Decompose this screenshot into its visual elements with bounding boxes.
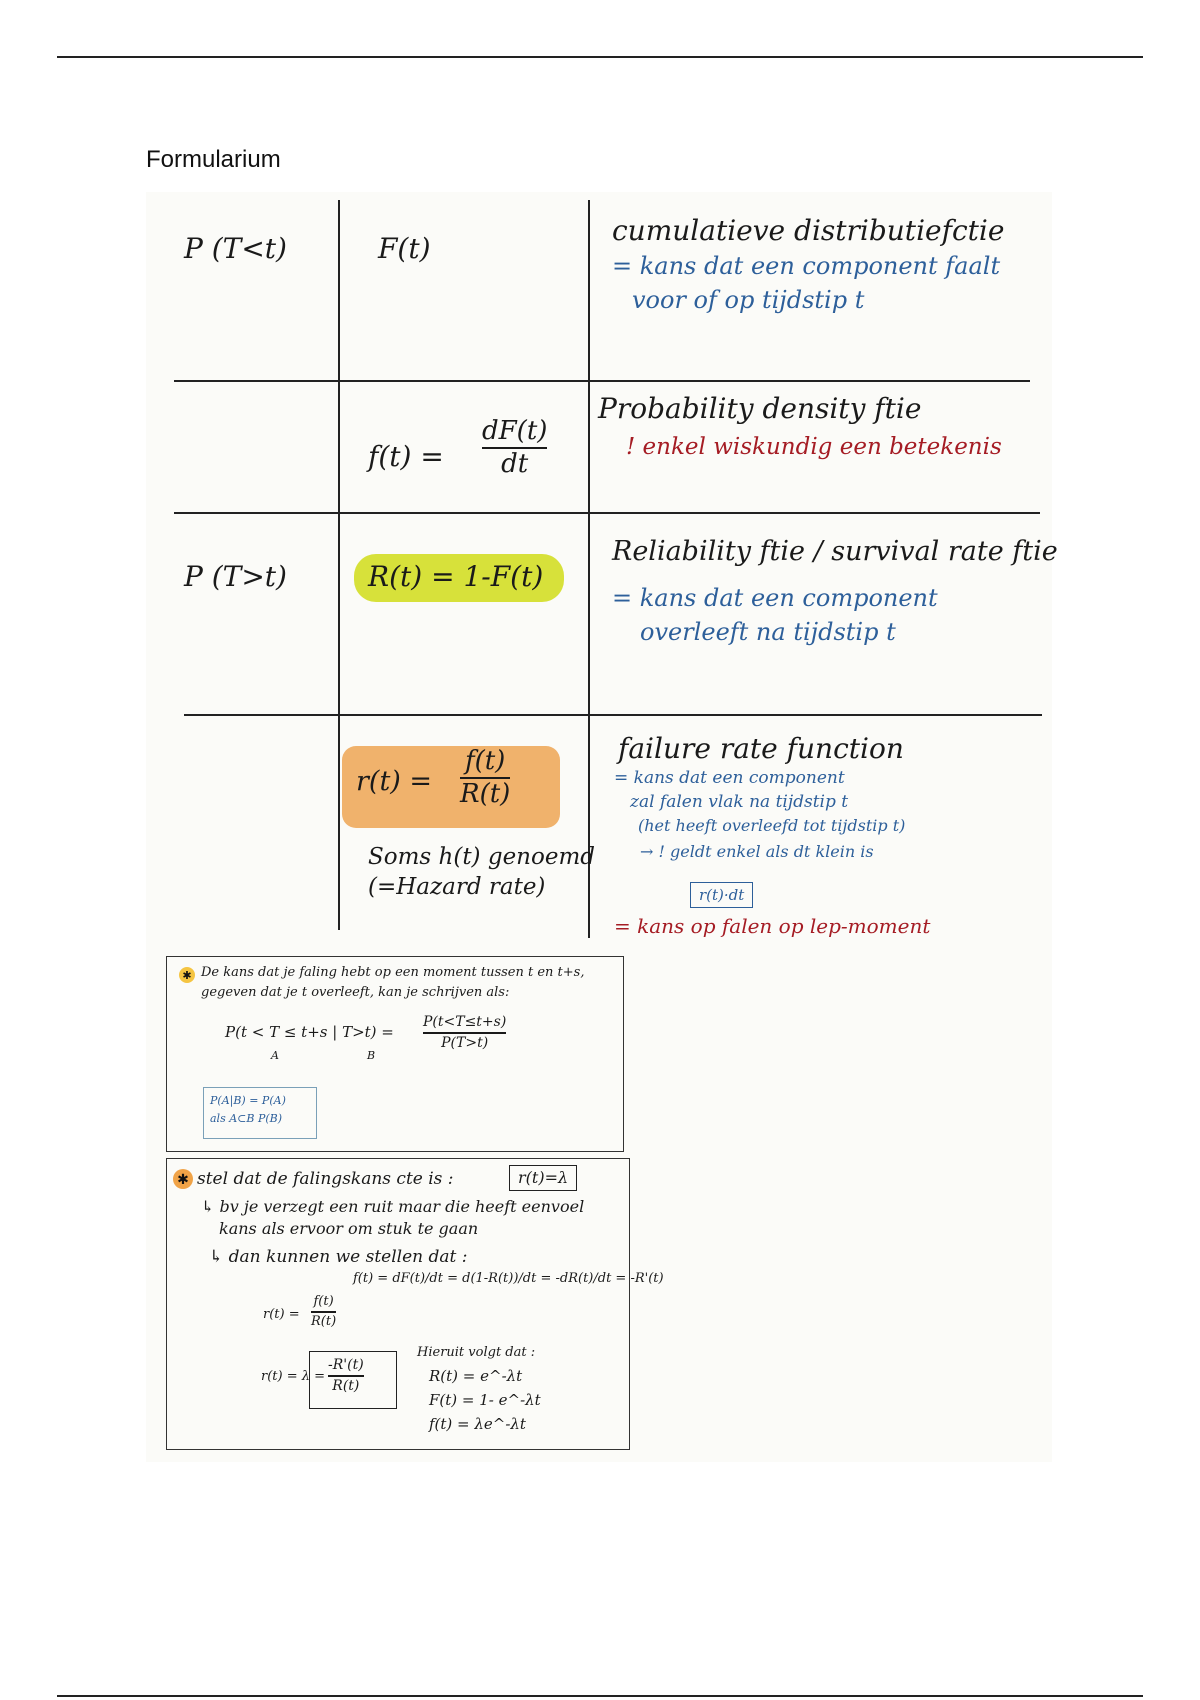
conclusion-title: Hieruit volgt dat :: [417, 1345, 536, 1360]
term-description: = kans dat een component: [612, 584, 938, 612]
event-label: B: [367, 1049, 376, 1062]
footer-rule: [57, 1695, 1143, 1697]
conclusion-formula: F(t) = 1- e^-λt: [429, 1391, 541, 1409]
term-description: = kans dat een component: [614, 768, 845, 788]
derivation: f(t) = dF(t)/dt = d(1-R(t))/dt = -dR(t)/dt = -R'(t): [353, 1271, 664, 1286]
box-text: stel dat de falingskans cte is :: [197, 1169, 454, 1189]
formula-note: Soms h(t) genoemd: [368, 844, 595, 870]
fraction-denominator: R(t): [460, 779, 511, 810]
conclusion-formula: f(t) = λe^-λt: [429, 1415, 526, 1433]
term-name: cumulatieve distributiefctie: [612, 214, 1005, 247]
term-name: Probability density ftie: [598, 392, 922, 425]
fraction-denominator: R(t): [311, 1313, 337, 1329]
fraction-numerator: P(t<T≤t+s): [423, 1014, 507, 1030]
fraction-denominator: dt: [501, 449, 529, 480]
box-text: kans als ervoor om stuk te gaan: [219, 1219, 479, 1238]
term-note: = kans op falen op lep-moment: [614, 914, 931, 938]
formula: r(t) =: [356, 766, 433, 797]
table-row-divider: [184, 714, 1042, 716]
identity-box: [203, 1087, 317, 1139]
box-formula: P(t < T ≤ t+s | T>t) =: [225, 1023, 394, 1041]
table-column-divider: [338, 200, 340, 930]
formula-note: (=Hazard rate): [368, 874, 546, 900]
formula-fraction: [311, 1295, 336, 1328]
constant-failure-rate-box: [166, 1158, 664, 1450]
term-description: voor of op tijdstip t: [632, 286, 865, 314]
term-description: zal falen vlak na tijdstip t: [630, 792, 849, 812]
result-box: [309, 1351, 397, 1409]
formula-fraction: [482, 418, 547, 479]
term-description: = kans dat een component faalt: [612, 252, 1001, 280]
formula-fraction: [460, 748, 510, 809]
formula-fraction: [328, 1358, 364, 1393]
star-icon: ✱: [173, 1169, 193, 1189]
box-formula: r(t) =: [263, 1307, 300, 1322]
probability-label: P (T<t): [184, 232, 287, 265]
box-text: De kans dat je faling hebt op een moment tussen t en t+s,: [201, 965, 585, 980]
box-text: ↳ bv je verzegt een ruit maar die heeft eenvoel: [201, 1197, 585, 1216]
header-rule: [57, 56, 1143, 58]
identity-text: als A⊂B P(B): [210, 1112, 283, 1125]
conditional-probability-box: [166, 956, 624, 1152]
boxed-formula: r(t)=λ: [509, 1165, 577, 1191]
term-description: (het heeft overleefd tot tijdstip t): [638, 816, 906, 835]
probability-label: P (T>t): [184, 560, 287, 593]
formula: f(t) =: [368, 440, 444, 473]
star-icon: ✱: [179, 967, 195, 983]
fraction-numerator: f(t): [313, 1294, 334, 1309]
box-text: gegeven dat je t overleeft, kan je schrijven als:: [201, 985, 510, 1000]
formula: R(t) = 1-F(t): [368, 560, 544, 593]
formula-fraction: [423, 1015, 506, 1050]
boxed-formula: r(t)·dt: [690, 882, 753, 908]
table-row-divider: [174, 512, 1040, 514]
table-row-divider: [174, 380, 1030, 382]
box-formula: r(t) = λ =: [261, 1369, 326, 1384]
formula: F(t): [378, 232, 431, 265]
term-name: failure rate function: [618, 732, 904, 765]
page-title: Formularium: [146, 146, 281, 173]
conclusion-formula: R(t) = e^-λt: [429, 1367, 523, 1385]
fraction-numerator: dF(t): [482, 416, 548, 446]
term-description: overleeft na tijdstip t: [640, 618, 896, 646]
fraction-numerator: -R'(t): [328, 1357, 364, 1373]
term-name: Reliability ftie / survival rate ftie: [612, 536, 1058, 567]
term-description: → ! geldt enkel als dt klein is: [640, 842, 874, 861]
term-note: ! enkel wiskundig een betekenis: [626, 434, 1002, 460]
event-label: A: [271, 1049, 279, 1062]
fraction-numerator: f(t): [464, 746, 506, 776]
fraction-denominator: P(T>t): [441, 1034, 489, 1051]
identity-text: P(A|B) = P(A): [210, 1094, 286, 1107]
table-column-divider: [588, 200, 590, 938]
handwritten-notes: [146, 192, 1058, 1462]
box-text: ↳ dan kunnen we stellen dat :: [209, 1247, 468, 1267]
fraction-denominator: R(t): [332, 1377, 360, 1394]
